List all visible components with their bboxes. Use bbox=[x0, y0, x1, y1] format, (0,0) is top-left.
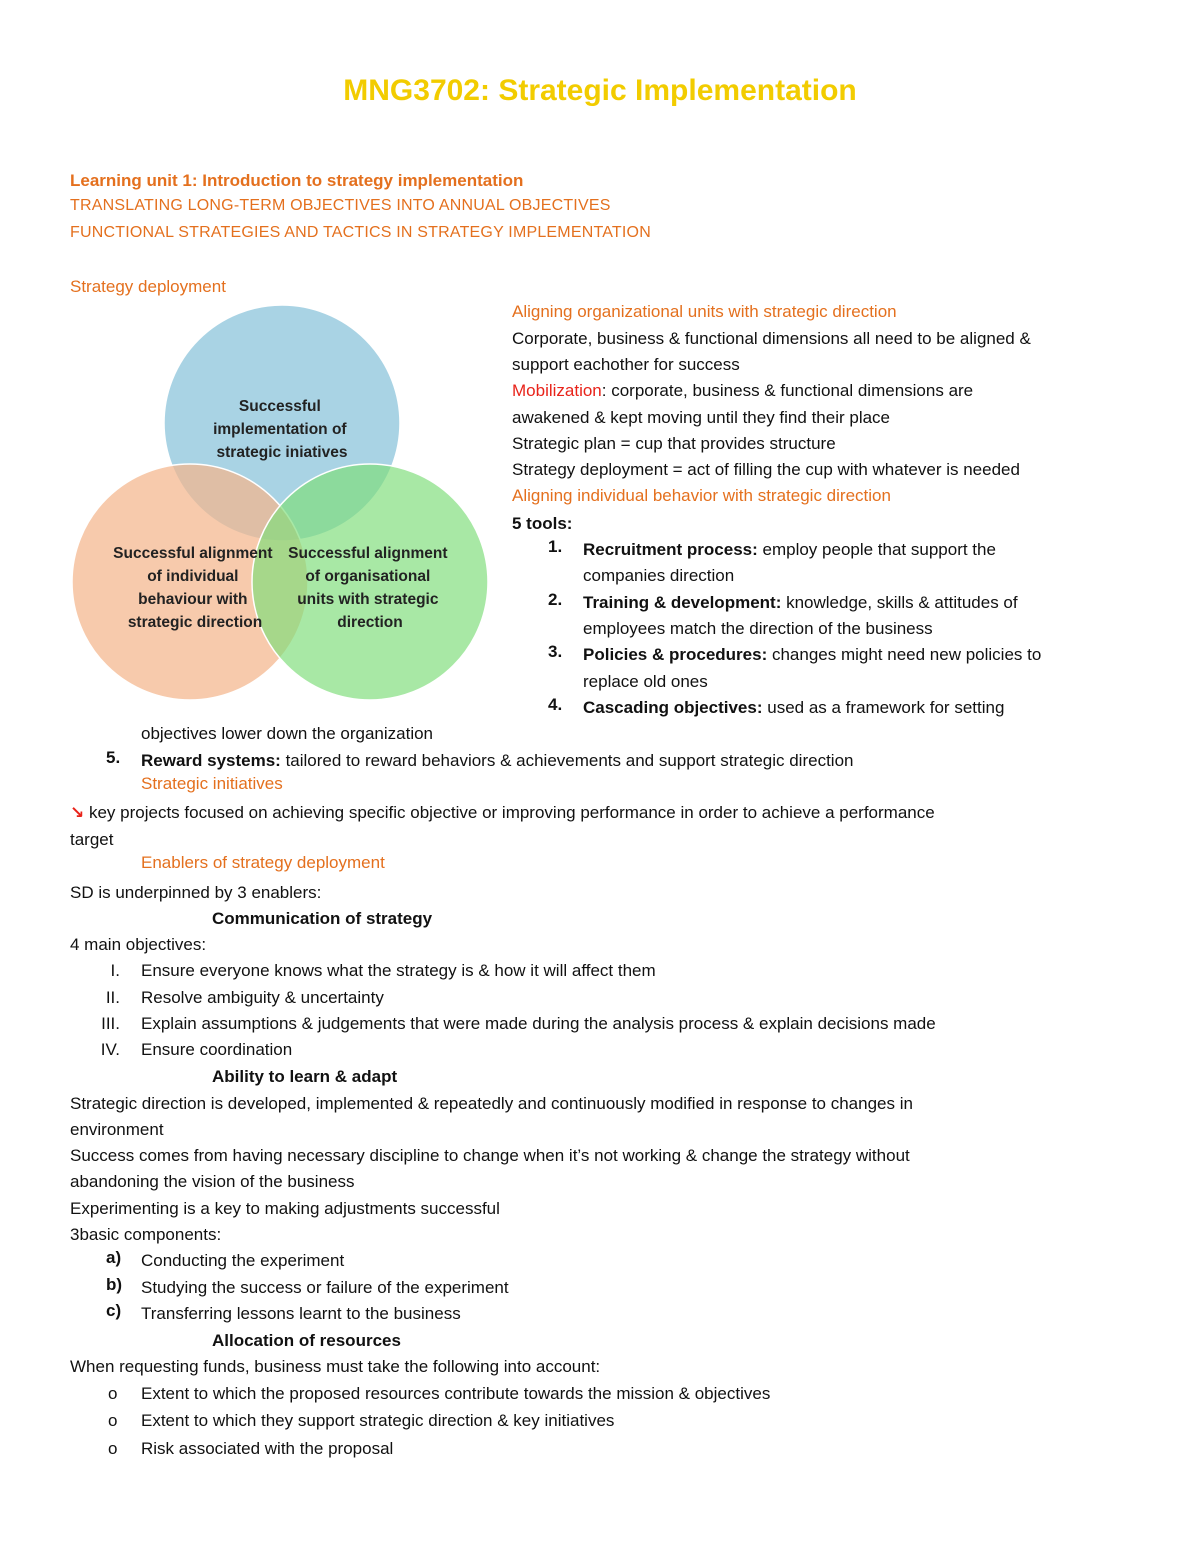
venn-top-label: Successful implementation of strategic iniatives bbox=[213, 398, 348, 461]
venn-right-label: Successful alignment of organisational units with strategic direction bbox=[288, 545, 448, 631]
arrow-down-right-icon: ↘ bbox=[70, 803, 85, 822]
venn-diagram bbox=[70, 305, 495, 730]
tool-3-cont: replace old ones bbox=[583, 672, 708, 691]
aligned-text-line1: Corporate, business & functional dimensions all need to be aligned & bbox=[512, 329, 1031, 348]
component-c-letter: c) bbox=[106, 1301, 122, 1320]
objective-2: Resolve ambiguity & uncertainty bbox=[141, 988, 384, 1007]
aligning-behavior-heading: Aligning individual behavior with strategic direction bbox=[512, 486, 891, 505]
communication-heading: Communication of strategy bbox=[212, 909, 433, 928]
objective-3-number: III. bbox=[101, 1014, 120, 1033]
objective-1-number: I. bbox=[110, 961, 120, 980]
objective-2-number: II. bbox=[105, 988, 120, 1007]
venn-left-label: Successful alignment of individual behaviour with strategic direction bbox=[113, 545, 273, 631]
resource-item-2: Extent to which they support strategic direction & key initiatives bbox=[141, 1411, 615, 1430]
learn-p3: Experimenting is a key to making adjustments successful bbox=[70, 1199, 500, 1218]
bullet-icon: o bbox=[108, 1411, 118, 1430]
tool-1: Recruitment process: employ people that support the bbox=[583, 540, 996, 559]
enablers-heading: Enablers of strategy deployment bbox=[141, 853, 385, 872]
learn-p1: Strategic direction is developed, implemented & repeatedly and continuously modified in response to changes in bbox=[70, 1094, 913, 1113]
aligned-text-line2: support eachother for success bbox=[512, 355, 740, 374]
allocation-intro: When requesting funds, business must take the following into account: bbox=[70, 1357, 601, 1376]
communication-intro: 4 main objectives: bbox=[70, 935, 207, 954]
mobilization-line: Mobilization: corporate, business & functional dimensions are bbox=[512, 381, 974, 400]
mobilization-line2: awakened & kept moving until they find their place bbox=[512, 408, 891, 427]
learn-p1-cont: environment bbox=[70, 1120, 164, 1139]
enablers-intro: SD is underpinned by 3 enablers: bbox=[70, 883, 322, 902]
tool-1-cont: companies direction bbox=[583, 566, 735, 585]
resource-item-1: Extent to which the proposed resources contribute towards the mission & objectives bbox=[141, 1384, 771, 1403]
resource-item-3: Risk associated with the proposal bbox=[141, 1439, 394, 1458]
subtitle-functional: FUNCTIONAL STRATEGIES AND TACTICS IN STRATEGY IMPLEMENTATION bbox=[70, 224, 651, 241]
tool-5: Reward systems: tailored to reward behaviors & achievements and support strategic direction bbox=[141, 751, 854, 770]
learn-p2: Success comes from having necessary discipline to change when it’s not working & change the strategy without bbox=[70, 1146, 910, 1165]
component-b: Studying the success or failure of the experiment bbox=[141, 1278, 509, 1297]
tool-2: Training & development: knowledge, skills & attitudes of bbox=[583, 593, 1018, 612]
component-a: Conducting the experiment bbox=[141, 1251, 345, 1270]
tool-5-number: 5. bbox=[106, 748, 121, 767]
cup-filling-text: Strategy deployment = act of filling the cup with whatever is needed bbox=[512, 460, 1020, 479]
strategic-initiatives-heading: Strategic initiatives bbox=[141, 774, 283, 793]
mobilization-label: Mobilization bbox=[512, 381, 602, 400]
tool-4: Cascading objectives: used as a framework for setting bbox=[583, 698, 1005, 717]
cup-structure-text: Strategic plan = cup that provides structure bbox=[512, 434, 836, 453]
tool-4-cont: objectives lower down the organization bbox=[141, 724, 434, 743]
learn-p2-cont: abandoning the vision of the business bbox=[70, 1172, 355, 1191]
bullet-icon: o bbox=[108, 1439, 118, 1458]
learning-unit-heading: Learning unit 1: Introduction to strategy implementation bbox=[70, 171, 524, 190]
page-title: MNG3702: Strategic Implementation bbox=[343, 74, 857, 107]
tool-3: Policies & procedures: changes might need new policies to bbox=[583, 645, 1042, 664]
tool-4-number: 4. bbox=[548, 695, 563, 714]
strategic-initiatives-text: ↘ key projects focused on achieving specific objective or improving performance in order to achieve a performance bbox=[70, 803, 935, 822]
learn-p4: 3basic components: bbox=[70, 1225, 222, 1244]
objective-1: Ensure everyone knows what the strategy is & how it will affect them bbox=[141, 961, 656, 980]
tool-1-number: 1. bbox=[548, 537, 563, 556]
learn-adapt-heading: Ability to learn & adapt bbox=[212, 1067, 398, 1086]
tool-3-number: 3. bbox=[548, 642, 563, 661]
tool-2-cont: employees match the direction of the business bbox=[583, 619, 933, 638]
objective-3: Explain assumptions & judgements that were made during the analysis process & explain decisions made bbox=[141, 1014, 936, 1033]
objective-4-number: IV. bbox=[100, 1040, 120, 1059]
strategic-initiatives-text-cont: target bbox=[70, 830, 114, 849]
strategy-deployment-heading: Strategy deployment bbox=[70, 277, 226, 296]
component-c: Transferring lessons learnt to the business bbox=[141, 1304, 461, 1323]
component-b-letter: b) bbox=[106, 1275, 123, 1294]
tools-label: 5 tools: bbox=[512, 514, 573, 533]
tool-2-number: 2. bbox=[548, 590, 563, 609]
objective-4: Ensure coordination bbox=[141, 1040, 293, 1059]
aligning-units-heading: Aligning organizational units with strategic direction bbox=[512, 302, 897, 321]
subtitle-translating: TRANSLATING LONG-TERM OBJECTIVES INTO ANNUAL OBJECTIVES bbox=[70, 197, 611, 214]
component-a-letter: a) bbox=[106, 1248, 122, 1267]
bullet-icon: o bbox=[108, 1384, 118, 1403]
allocation-heading: Allocation of resources bbox=[212, 1331, 401, 1350]
